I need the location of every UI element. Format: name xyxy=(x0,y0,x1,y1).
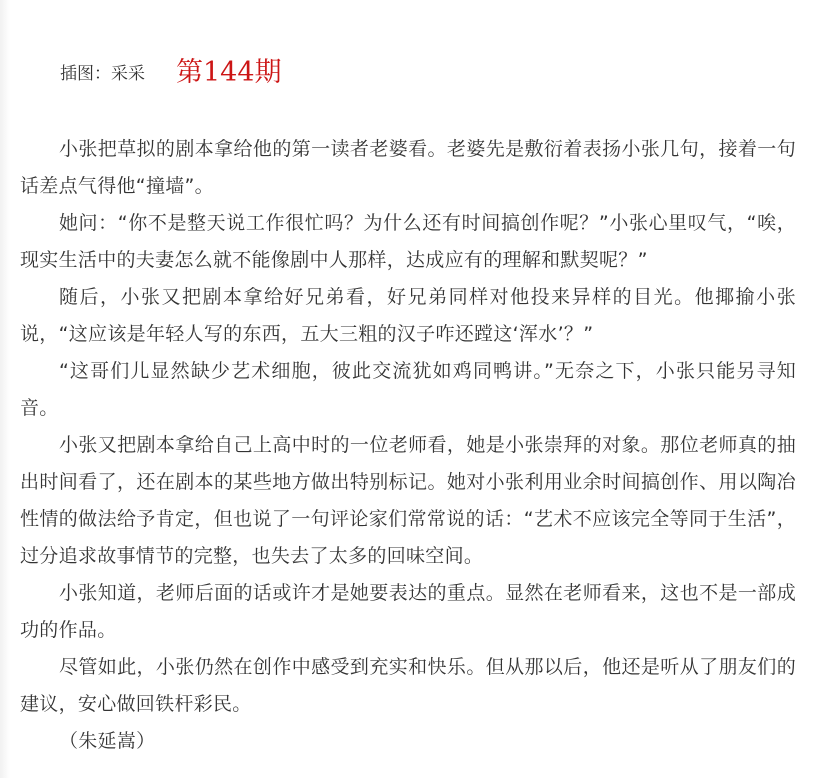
paragraph-2: 她问：“你不是整天说工作很忙吗？为什么还有时间搞创作呢？”小张心里叹气，“唉，现实生活中的夫妻怎么就不能像剧中人那样，达成应有的理解和默契呢？” xyxy=(20,212,796,271)
paragraph-1: 小张把草拟的剧本拿给他的第一读者老婆看。老婆先是敷衍着表扬小张几句，接着一句话差点气得他“撞墙”。 xyxy=(20,138,796,197)
article-body xyxy=(20,131,796,760)
paragraph-7: 尽管如此，小张仍然在创作中感受到充实和快乐。但从那以后，他还是听从了朋友们的建议，安心做回铁杆彩民。 xyxy=(20,656,796,715)
paragraph-5: 小张又把剧本拿给自己上高中时的一位老师看，她是小张崇拜的对象。那位老师真的抽出时间看了，还在剧本的某些地方做出特别标记。她对小张利用业余时间搞创作、用以陶冶性情的做法给予肯定，但也说了一句评论家们常常说的话：“艺术不应该完全等同于生活”，过分追求故事情节的完整，也失去了太多的回味空间。 xyxy=(20,434,796,567)
issue-number: 第144期 xyxy=(176,57,282,88)
paragraph-3: 随后，小张又把剧本拿给好兄弟看，好兄弟同样对他投来异样的目光。他揶揄小张说，“这应该是年轻人写的东西，五大三粗的汉子咋还蹚这‘浑水’？” xyxy=(20,286,796,345)
paragraph-4: “这哥们儿显然缺少艺术细胞，彼此交流犹如鸡同鸭讲。”无奈之下，小张只能另寻知音。 xyxy=(20,360,796,419)
illustration-credit: 插图：采采 xyxy=(60,64,145,84)
author-signature: （朱延嵩） xyxy=(58,730,156,752)
paragraph-6: 小张知道，老师后面的话或许才是她要表达的重点。显然在老师看来，这也不是一部成功的作品。 xyxy=(20,582,796,641)
